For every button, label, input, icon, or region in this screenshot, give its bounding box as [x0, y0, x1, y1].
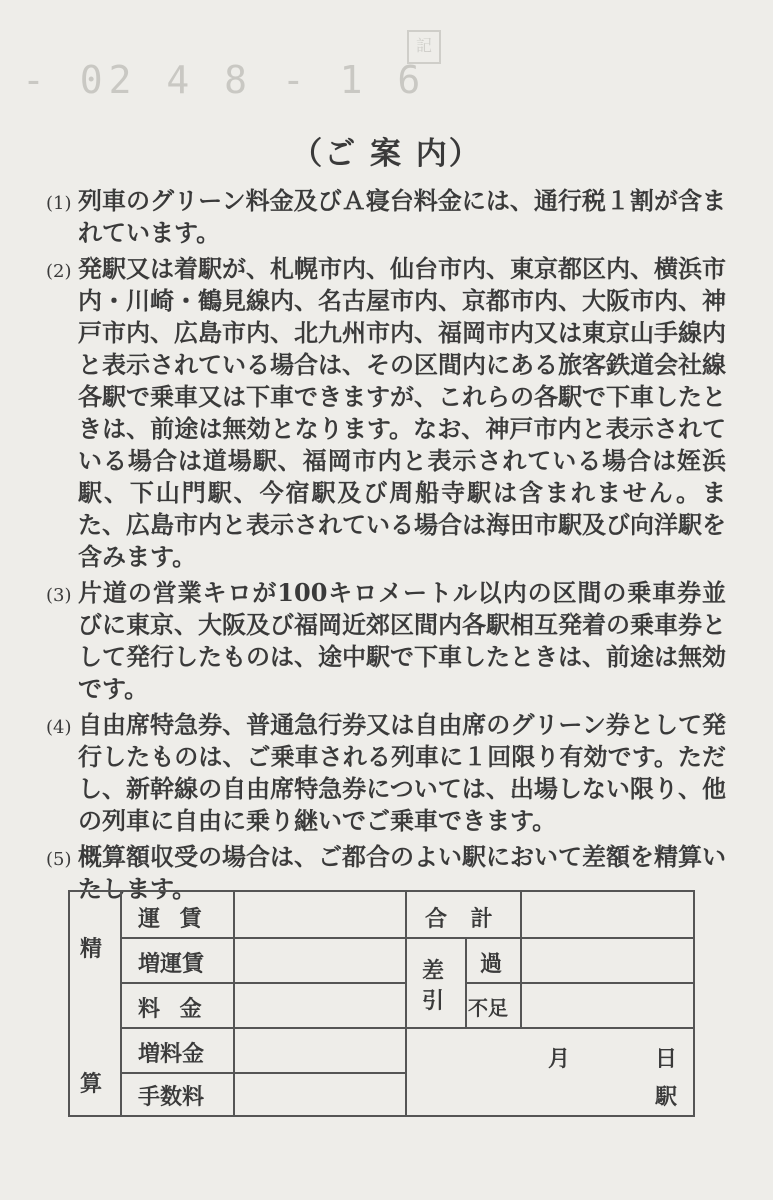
note-text: 概算額収受の場合は、ご都合のよい駅において差額を精算いたします。: [78, 842, 726, 903]
notes-list: [46, 185, 726, 909]
divider: [405, 937, 693, 939]
note-number: (3): [46, 585, 72, 606]
shortage-label: 不足: [468, 996, 508, 1020]
faint-serial-number: - 02 4 8 - 1 6: [22, 58, 427, 102]
note-item: [46, 577, 726, 705]
note-item: [46, 253, 726, 573]
divider: [405, 892, 407, 1115]
divider: [465, 982, 693, 984]
note-number: (4): [46, 717, 72, 738]
row-label-fare: 運 賃: [138, 906, 208, 932]
note-text: 片道の営業キロが100キロメートル以内の区間の乗車券並びに東京、大阪及び福岡近郊区間内各駅相互発着の乗車券として発行したものは、途中駅で下車したときは、前途は無効です。: [78, 578, 726, 703]
note-text: 発駅又は着駅が、札幌市内、仙台市内、東京都区内、横浜市内・川崎・鶴見線内、名古屋市内、京都市内、大阪市内、神戸市内、広島市内、北九州市内、福岡市内又は東京山手線内と表示されている場合は、その区間内にある旅客鉄道会社線各駅で乗車又は下車できますが、これらの各駅で下車したときは、前途は無効となります。なお、神戸市内と表示されている場合は道場駅、福岡市内と表示されている場合は姪浜駅、下山門駅、今宿駅及び周船寺駅は含まれません。また、広島市内と表示されている場合は海田市駅及び向洋駅を含みます。: [78, 254, 726, 571]
settle-side-bottom: 算: [80, 1071, 103, 1097]
note-number: (1): [46, 193, 72, 214]
faint-stamp-mark: 記: [407, 30, 441, 64]
row-label-extra-charge: 増料金: [138, 1041, 205, 1067]
divider: [233, 892, 235, 1115]
row-label-fee: 手数料: [138, 1084, 205, 1110]
page-title: （ご 案 内）: [291, 136, 482, 172]
divider: [120, 892, 122, 1115]
note-number: (5): [46, 849, 72, 870]
total-label: 合 計: [425, 906, 501, 932]
diff-label-top: 差: [422, 958, 445, 984]
divider: [405, 1027, 693, 1029]
row-label-charge: 料 金: [138, 996, 208, 1022]
note-number: (2): [46, 261, 72, 282]
settlement-table: [68, 890, 695, 1117]
divider: [120, 937, 405, 939]
note-item: [46, 185, 726, 249]
divider: [520, 892, 522, 1027]
divider: [120, 1072, 405, 1074]
station-label: 駅: [655, 1084, 678, 1110]
divider: [120, 1027, 405, 1029]
excess-label: 過: [480, 951, 503, 977]
row-label-extra-fare: 増運賃: [138, 951, 205, 977]
diff-label-bottom: 引: [422, 988, 445, 1014]
note-text: 自由席特急券、普通急行券又は自由席のグリーン券として発行したものは、ご乗車される列車に１回限り有効です。ただし、新幹線の自由席特急券については、出場しない限り、他の列車に自由に乗り継いでご乗車できます。: [78, 710, 726, 835]
day-label: 日: [655, 1046, 678, 1072]
note-text: 列車のグリーン料金及びＡ寝台料金には、通行税１割が含まれています。: [78, 186, 726, 247]
month-label: 月: [548, 1046, 571, 1072]
settle-side-top: 精: [80, 936, 103, 962]
note-item: [46, 709, 726, 837]
divider: [120, 982, 405, 984]
